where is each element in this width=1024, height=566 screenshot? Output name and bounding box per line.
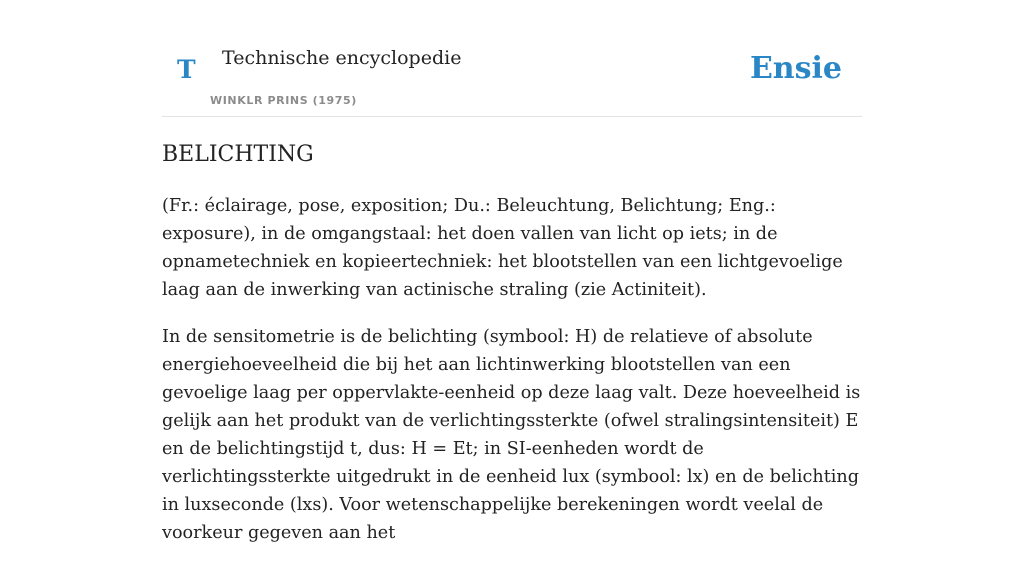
article-paragraph: (Fr.: éclairage, pose, exposition; Du.: Beleuchtung, Belichtung; Eng.: exposure), in de omgangstaal: het doen vallen van licht op iets; in de opnametechniek en kopieertechniek: het blootstellen van een lichtgevoelige laag aan de inwerking van actinische straling (zie Actiniteit). [162, 196, 843, 300]
encyclopedia-logo-icon[interactable]: T [177, 55, 196, 84]
article-body [162, 192, 862, 566]
ensie-logo-link[interactable]: Ensie [749, 51, 842, 86]
encyclopedia-title[interactable]: Technische encyclopedie [222, 47, 462, 69]
encyclopedia-subtitle: WINKLR PRINS (1975) [210, 94, 357, 107]
article-title: BELICHTING [162, 142, 314, 167]
article-paragraph: In de sensitometrie is de belichting (symbool: H) de relatieve of absolute energiehoeveelheid die bij het aan lichtinwerking blootstellen van een gevoelige laag per oppervlakte-eenheid op deze laag valt. Deze hoeveelheid is gelijk aan het produkt van de verlichtingssterkte (ofwel stralingsintensiteit) E en de belichtingstijd t, dus: H = Et; in SI-eenheden wordt de verlichtingssterkte uitgedrukt in de eenheid lux (symbool: lx) en de belichting in luxseconde (lxs). Voor wetenschappelijke berekeningen wordt veelal de voorkeur gegeven aan het [162, 327, 861, 543]
page [162, 0, 862, 543]
header [162, 0, 862, 117]
